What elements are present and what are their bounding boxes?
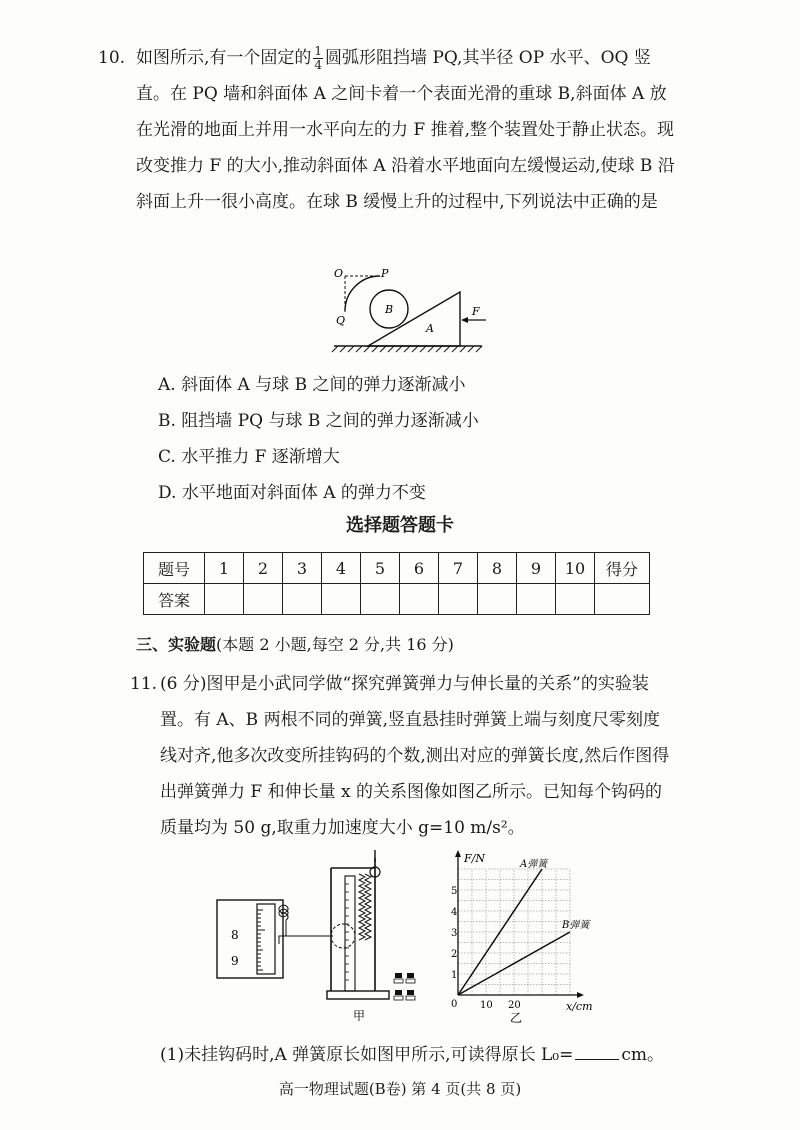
answer-blank[interactable] <box>575 1043 619 1060</box>
question-text-rest: 圆弧形阻挡墙 PQ,其半径 OP 水平、OQ 竖直。在 PQ 墙和斜面体 A 之间卡着一个表面光滑的重球 B,斜面体 A 放在光滑的地面上并用一水平向左的力 F 推着,整个装置处于静止状态。现改变推力 F 的大小,推动斜面体 A 沿着水平地面向左缓慢运动,使球 B 沿斜面上升一很小高度。在球 B 缓慢上升的过程中,下列说法中正确的是 <box>136 48 675 212</box>
answer-cell[interactable] <box>244 584 283 615</box>
answer-cell[interactable] <box>439 584 478 615</box>
question-number-cell: 7 <box>439 553 478 584</box>
question-number: 10. <box>98 48 126 68</box>
ruler-inset-frame <box>217 900 283 978</box>
section-note: (本题 2 小题,每空 2 分,共 16 分) <box>216 635 454 654</box>
question-number-cell: 1 <box>205 553 244 584</box>
question-11 <box>130 666 670 846</box>
option-a: A. 斜面体 A 与球 B 之间的弹力逐渐减小 <box>158 375 466 395</box>
origin-label: 0 <box>451 999 458 1010</box>
answer-label-cell: 答案 <box>144 584 205 615</box>
score-label-cell: 得分 <box>595 553 650 584</box>
question-number-cell: 2 <box>244 553 283 584</box>
question-number: 11. <box>130 674 158 694</box>
question-number-cell: 6 <box>400 553 439 584</box>
chart-grid <box>458 869 570 995</box>
incline-block-a <box>368 292 460 346</box>
hook-weights <box>395 973 414 995</box>
ruler-mark-9: 9 <box>231 954 239 968</box>
answer-cell[interactable] <box>517 584 556 615</box>
header-label-cell: 题号 <box>144 553 205 584</box>
question-number-cell: 8 <box>478 553 517 584</box>
option-d: D. 水平地面对斜面体 A 的弹力不变 <box>158 483 426 503</box>
answer-cell[interactable] <box>322 584 361 615</box>
section-title: 三、实验题 <box>136 635 217 654</box>
arc-wall-pq <box>345 276 380 311</box>
stand-base <box>327 991 389 999</box>
label-p: P <box>381 267 389 280</box>
table-row-answers <box>144 584 650 615</box>
quarter-fraction: $\frac{1}{4}$ <box>314 44 323 72</box>
question-number-cell: 9 <box>517 553 556 584</box>
answer-cell[interactable] <box>283 584 322 615</box>
sub-question-1 <box>160 1040 664 1065</box>
question-number-cell: 3 <box>283 553 322 584</box>
question-number-cell: 4 <box>322 553 361 584</box>
vertical-ruler <box>345 876 355 991</box>
chart-series <box>458 858 591 995</box>
y-tick-label: 1 <box>451 970 458 981</box>
sub-question-text: (1)未挂钩码时,A 弹簧原长如图甲所示,可读得原长 L₀= <box>160 1045 574 1065</box>
answer-cell[interactable] <box>361 584 400 615</box>
force-extension-chart <box>450 850 620 1025</box>
sub-question-unit: cm。 <box>621 1045 664 1065</box>
question-10 <box>98 40 676 220</box>
incline-ball-figure <box>330 262 490 354</box>
ruler-mark-8: 8 <box>231 928 239 942</box>
series-label: A弹簧 <box>520 859 548 870</box>
y-tick-label: 3 <box>451 928 458 939</box>
answer-cell[interactable] <box>400 584 439 615</box>
label-b: B <box>385 303 394 316</box>
y-tick-label: 4 <box>451 907 458 918</box>
score-cell[interactable] <box>595 584 650 615</box>
spring-apparatus-figure <box>215 848 440 1023</box>
answer-cell[interactable] <box>478 584 517 615</box>
label-f: F <box>472 305 480 318</box>
table-row-numbers <box>144 553 650 584</box>
y-tick-label: 5 <box>451 886 458 897</box>
x-tick-label: 20 <box>508 1000 521 1011</box>
label-o: O <box>334 267 344 280</box>
y-tick-label: 2 <box>451 949 458 960</box>
x-axis-label: x/cm <box>566 1000 593 1013</box>
answer-cell[interactable] <box>556 584 595 615</box>
section-heading <box>136 632 454 655</box>
x-tick-label: 10 <box>480 1000 493 1011</box>
page-footer: 高一物理试题(B卷) 第 4 页(共 8 页) <box>278 1080 522 1098</box>
figure-yi-caption: 乙 <box>510 1011 523 1025</box>
label-a: A <box>426 322 434 335</box>
question-number-cell: 10 <box>556 553 595 584</box>
question-text: (6 分)图甲是小武同学做“探究弹簧弹力与伸长量的关系”的实验装置。有 A、B 两根不同的弹簧,竖直悬挂时弹簧上端与刻度尺零刻度线对齐,他多次改变所挂钩码的个数,测出对应的弹簧长度,然后作图得出弹簧弹力 F 和伸长量 x 的关系图像如图乙所示。已知每个钩码的质量均为 50 g,取重力加速度大小 g=10 m/s²。 <box>160 674 670 838</box>
figure-jia-caption: 甲 <box>353 1009 366 1023</box>
series-label: B弹簧 <box>562 920 590 931</box>
answer-card-title: 选择题答题卡 <box>346 515 454 536</box>
answer-cell[interactable] <box>205 584 244 615</box>
spring-a <box>359 874 365 940</box>
question-number-cell: 5 <box>361 553 400 584</box>
answer-card-table <box>143 552 650 615</box>
y-axis-label: F/N <box>464 852 485 865</box>
option-c: C. 水平推力 F 逐渐增大 <box>158 447 340 467</box>
option-b: B. 阻挡墙 PQ 与球 B 之间的弹力逐渐减小 <box>158 411 479 431</box>
label-q: Q <box>336 314 346 327</box>
question-text-start: 如图所示,有一个固定的 <box>136 48 312 68</box>
